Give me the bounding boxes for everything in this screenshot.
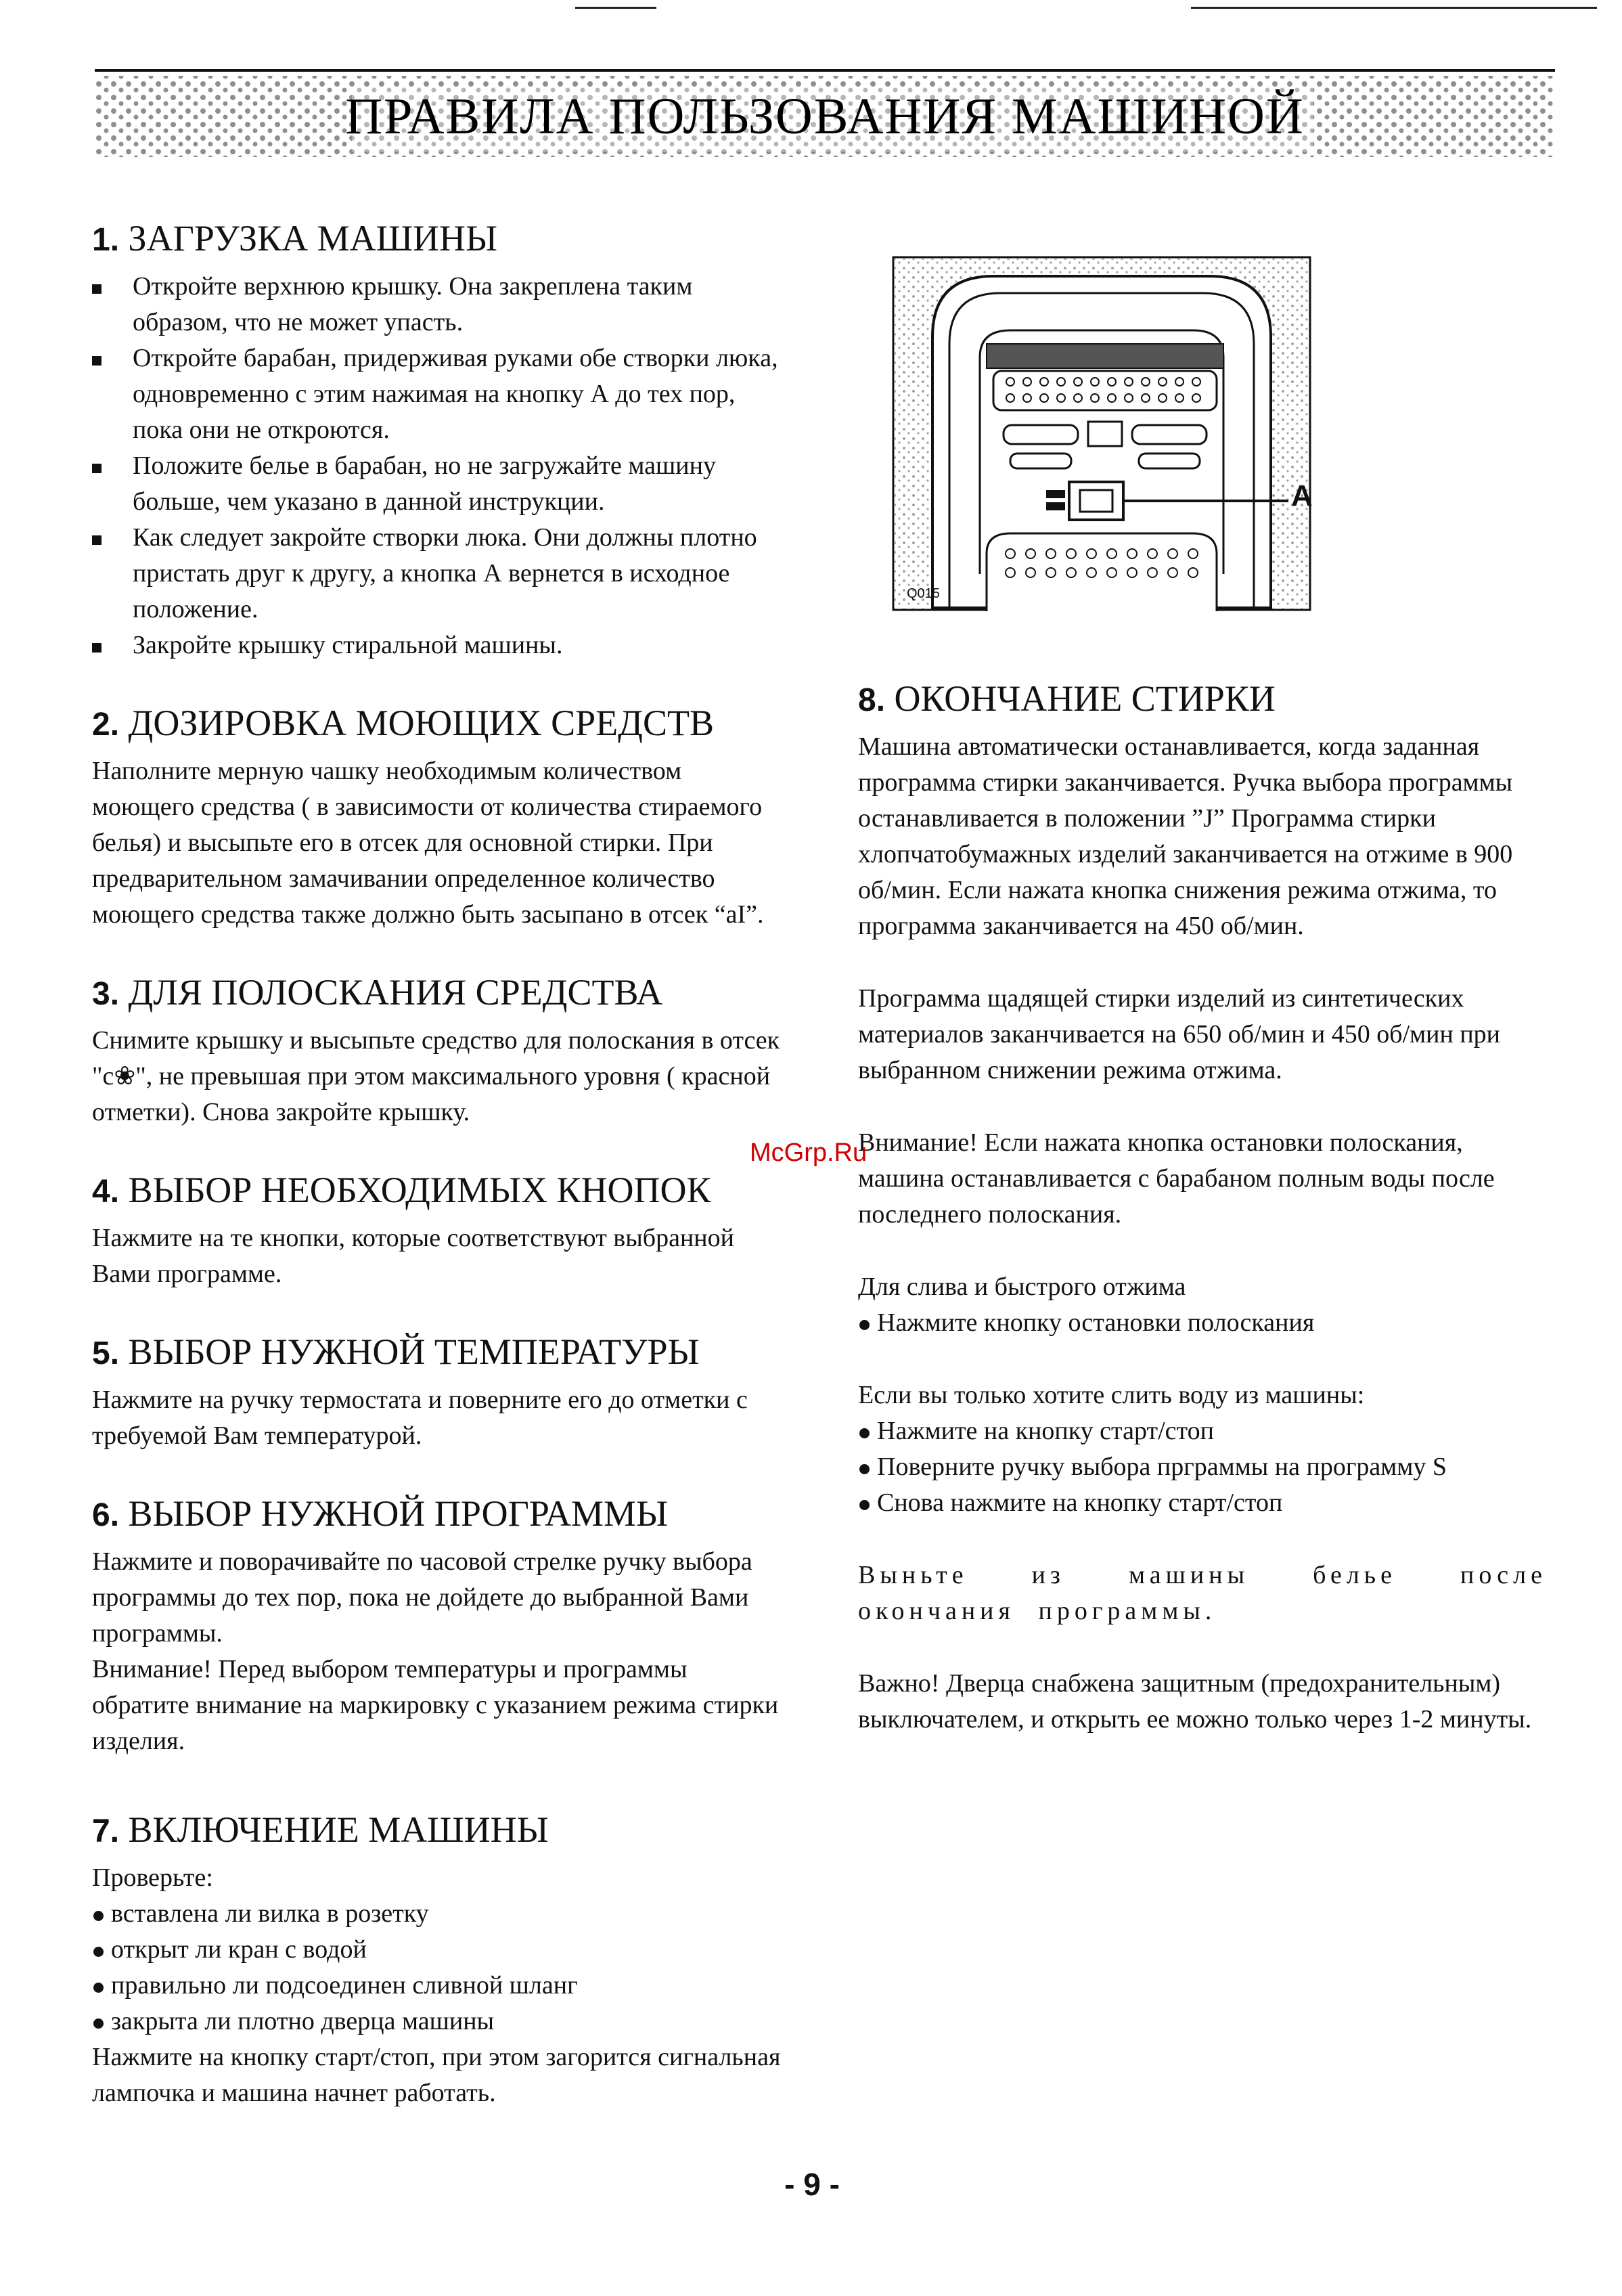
section-rinse-agent	[92, 971, 782, 1130]
section-heading: 6. ВЫБОР НУЖНОЙ ПРОГРАММЫ	[92, 1493, 669, 1534]
list-item: закрыта ли плотно дверца машины	[92, 2004, 782, 2039]
section-text: Нажмите на те кнопки, которые соответствуют выбранной Вами программе.	[92, 1224, 734, 1288]
list-item: правильно ли подсоединен сливной шланг	[92, 1968, 782, 2004]
top-rule-right	[1191, 7, 1597, 9]
section-loading	[92, 217, 782, 663]
page-title: ПРАВИЛА ПОЛЬЗОВАНИЯ МАШИНОЙ	[345, 88, 1305, 145]
section-heading: 7. ВКЛЮЧЕНИЕ МАШИНЫ	[92, 1809, 549, 1850]
section-start	[92, 1808, 782, 2111]
button-a-label: A	[1291, 479, 1313, 512]
section-heading: 3. ДЛЯ ПОЛОСКАНИЯ СРЕДСТВА	[92, 972, 663, 1013]
title-banner	[95, 66, 1555, 168]
drain-steps-list	[858, 1413, 1547, 1521]
bullet-list	[92, 269, 782, 663]
list-item: Закройте крышку стиральной машины.	[92, 627, 782, 663]
list-item: Поверните ручку выбора прграммы на программу S	[858, 1449, 1547, 1485]
section-intro: Проверьте:	[92, 1863, 213, 1892]
section-heading: 2. ДОЗИРОВКА МОЮЩИХ СРЕДСТВ	[92, 703, 715, 743]
section-text: Нажмите на кнопку старт/стоп, при этом загорится сигнальная лампочка и машина начнет работать.	[92, 2043, 781, 2107]
section-heading: 4. ВЫБОР НЕОБХОДИМЫХ КНОПОК	[92, 1170, 711, 1210]
section-heading: 5. ВЫБОР НУЖНОЙ ТЕМПЕРАТУРЫ	[92, 1331, 700, 1372]
section-text: Программа щадящей стирки изделий из синтетических материалов заканчивается на 650 об/мин и 450 об/мин при выбранном снижении режима отжима.	[858, 984, 1501, 1084]
section-text: Наполните мерную чашку необходимым количеством моющего средства ( в зависимости от количества стираемого белья) и высыпьте его в отсек для основной стирки. При предварительном замачивании определенное количество моющего средства также должно быть засыпано в отсек “aI”.	[92, 757, 764, 929]
section-text: Нажмите и поворачивайте по часовой стрелке ручку выбора программы до тех пор, пока не дойдете до выбранной Вами программы.	[92, 1547, 752, 1648]
check-list	[92, 1896, 782, 2039]
section-text: Выньте из машины белье после окончания программы.	[858, 1561, 1547, 1625]
section-text: Для слива и быстрого отжима	[858, 1273, 1186, 1301]
drain-list	[858, 1305, 1547, 1341]
section-temperature	[92, 1330, 782, 1454]
left-column	[92, 217, 782, 2111]
list-item: Нажмите кнопку остановки полоскания	[858, 1305, 1547, 1341]
section-text: Машина автоматически останавливается, когда заданная программа стирки заканчивается. Ручка выбора программы останавливается в положении ”J” Программа стирки хлопчатобумажных изделий заканчивается на отжиме в 900 об/мин. Если нажата кнопка снижения режима отжима, то программа заканчивается на 450 об/мин.	[858, 732, 1513, 940]
section-text: Нажмите на ручку термостата и поверните его до отметки с требуемой Вам температурой.	[92, 1386, 748, 1450]
list-item: Положите белье в барабан, но не загружайте машину больше, чем указано в данной инструкции.	[92, 448, 782, 520]
section-buttons	[92, 1168, 782, 1292]
section-heading: 1. ЗАГРУЗКА МАШИНЫ	[92, 218, 498, 259]
section-important: Важно! Дверца снабжена защитным (предохранительным) выключателем, и открыть ее можно только через 1-2 минуты.	[858, 1669, 1532, 1734]
list-item: открыт ли кран с водой	[92, 1932, 782, 1968]
figure-code: Q015	[907, 586, 940, 601]
list-item: Откройте барабан, придерживая руками обе створки люка, одновременно с этим нажимая на кнопку А до тех пор, пока они не откроются.	[92, 340, 782, 448]
top-rule-left	[575, 7, 656, 9]
list-item: вставлена ли вилка в розетку	[92, 1896, 782, 1932]
list-item: Как следует закройте створки люка. Они должны плотно пристать друг к другу, а кнопка А вернется в исходное положение.	[92, 520, 782, 627]
list-item: Откройте верхнюю крышку. Она закреплена таким образом, что не может упасть.	[92, 269, 782, 340]
section-heading: 8. ОКОНЧАНИЕ СТИРКИ	[858, 678, 1276, 719]
section-wash-end	[858, 677, 1547, 1738]
list-item: Нажмите на кнопку старт/стоп	[858, 1413, 1547, 1449]
section-warning: Внимание! Если нажата кнопка остановки полоскания, машина останавливается с барабаном полным воды после последнего полоскания.	[858, 1128, 1495, 1229]
section-program	[92, 1492, 782, 1759]
page-number: - 9 -	[784, 2167, 840, 2202]
section-warning: Внимание! Перед выбором температуры и программы обратите внимание на маркировку с указанием режима стирки изделия.	[92, 1655, 779, 1755]
section-detergent-dosage	[92, 701, 782, 933]
washer-drum-illustration	[892, 256, 1311, 611]
watermark: McGrp.Ru	[750, 1139, 868, 1167]
list-item: Снова нажмите на кнопку старт/стоп	[858, 1485, 1547, 1521]
section-text: Если вы только хотите слить воду из машины:	[858, 1381, 1365, 1409]
section-text: Снимите крышку и высыпьте средство для полоскания в отсек "c❀", не превышая при этом максимального уровня ( красной отметки). Снова закройте крышку.	[92, 1026, 780, 1126]
